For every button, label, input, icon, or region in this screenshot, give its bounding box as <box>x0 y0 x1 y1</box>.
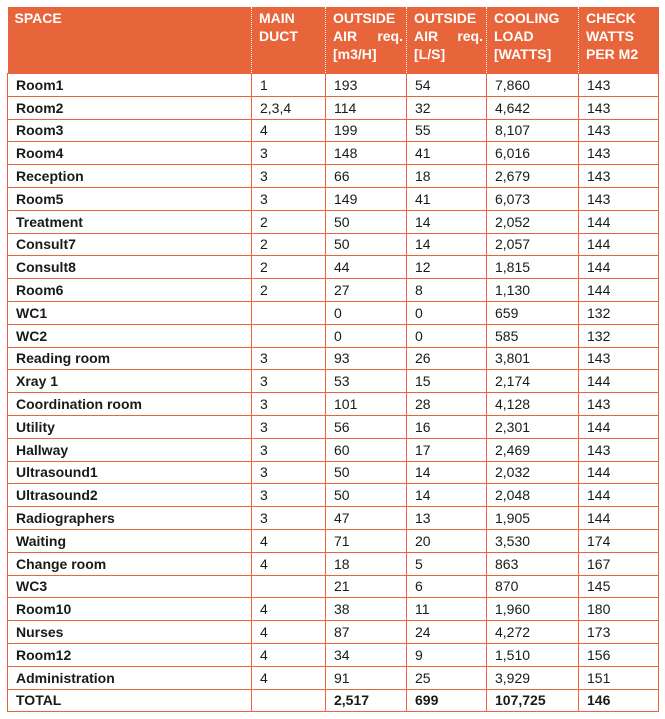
main-duct-cell: 2 <box>252 256 326 279</box>
space-cell: Room10 <box>8 598 252 621</box>
table-row <box>8 74 659 97</box>
table-row <box>8 165 659 188</box>
space-cell: Waiting <box>8 529 252 552</box>
table-row <box>8 279 659 302</box>
outside-air-m3h-cell: 21 <box>326 575 407 598</box>
cooling-load-cell: 870 <box>487 575 579 598</box>
watts-per-m2-cell: 180 <box>579 598 659 621</box>
header-space: SPACE <box>8 7 252 74</box>
outside-air-m3h-cell: 18 <box>326 552 407 575</box>
cooling-load-cell: 2,032 <box>487 461 579 484</box>
table-row <box>8 119 659 142</box>
watts-per-m2-cell: 167 <box>579 552 659 575</box>
cooling-load-cell: 4,272 <box>487 621 579 644</box>
main-duct-cell: 3 <box>252 393 326 416</box>
outside-air-m3h-cell: 93 <box>326 347 407 370</box>
table-body <box>8 74 659 712</box>
space-cell: Nurses <box>8 621 252 644</box>
outside-air-m3h-cell: 47 <box>326 507 407 530</box>
main-duct-cell: 4 <box>252 621 326 644</box>
outside-air-ls-cell: 15 <box>407 370 487 393</box>
space-cell: Room1 <box>8 74 252 97</box>
cooling-load-cell: 1,905 <box>487 507 579 530</box>
main-duct-cell: 2 <box>252 279 326 302</box>
table-row <box>8 484 659 507</box>
space-cell: Treatment <box>8 210 252 233</box>
outside-air-m3h-cell: 101 <box>326 393 407 416</box>
main-duct-cell: 4 <box>252 643 326 666</box>
outside-air-m3h-cell: 50 <box>326 210 407 233</box>
space-cell: Change room <box>8 552 252 575</box>
cooling-load-cell: 2,057 <box>487 233 579 256</box>
main-duct-cell: 2,3,4 <box>252 96 326 119</box>
cooling-load-cell: 1,510 <box>487 643 579 666</box>
cooling-load-cell: 6,073 <box>487 187 579 210</box>
space-cell: Room4 <box>8 142 252 165</box>
main-duct-cell: 3 <box>252 142 326 165</box>
total-cooling-load-cell: 107,725 <box>487 689 579 712</box>
table-row <box>8 529 659 552</box>
outside-air-m3h-cell: 149 <box>326 187 407 210</box>
cooling-load-cell: 863 <box>487 552 579 575</box>
table-row <box>8 666 659 689</box>
main-duct-cell: 4 <box>252 119 326 142</box>
outside-air-m3h-cell: 0 <box>326 301 407 324</box>
table-row <box>8 575 659 598</box>
main-duct-cell: 3 <box>252 347 326 370</box>
outside-air-ls-cell: 9 <box>407 643 487 666</box>
table-row <box>8 621 659 644</box>
total-outside-air-m3h-cell: 2,517 <box>326 689 407 712</box>
watts-per-m2-cell: 132 <box>579 324 659 347</box>
watts-per-m2-cell: 144 <box>579 210 659 233</box>
table-row <box>8 438 659 461</box>
outside-air-ls-cell: 14 <box>407 461 487 484</box>
space-cell: Room3 <box>8 119 252 142</box>
table-row <box>8 643 659 666</box>
table-row <box>8 598 659 621</box>
main-duct-cell: 2 <box>252 233 326 256</box>
watts-per-m2-cell: 144 <box>579 370 659 393</box>
table-row <box>8 256 659 279</box>
outside-air-m3h-cell: 53 <box>326 370 407 393</box>
watts-per-m2-cell: 174 <box>579 529 659 552</box>
outside-air-m3h-cell: 50 <box>326 233 407 256</box>
cooling-load-cell: 1,815 <box>487 256 579 279</box>
hvac-load-table <box>7 7 659 712</box>
total-row <box>8 689 659 712</box>
total-outside-air-ls-cell: 699 <box>407 689 487 712</box>
watts-per-m2-cell: 143 <box>579 393 659 416</box>
table-row <box>8 233 659 256</box>
space-cell: Administration <box>8 666 252 689</box>
watts-per-m2-cell: 143 <box>579 119 659 142</box>
space-cell: Xray 1 <box>8 370 252 393</box>
outside-air-m3h-cell: 148 <box>326 142 407 165</box>
outside-air-ls-cell: 8 <box>407 279 487 302</box>
outside-air-m3h-cell: 60 <box>326 438 407 461</box>
watts-per-m2-cell: 143 <box>579 165 659 188</box>
cooling-load-cell: 3,929 <box>487 666 579 689</box>
outside-air-ls-cell: 16 <box>407 415 487 438</box>
outside-air-m3h-cell: 38 <box>326 598 407 621</box>
outside-air-m3h-cell: 71 <box>326 529 407 552</box>
table-row <box>8 415 659 438</box>
space-cell: Consult7 <box>8 233 252 256</box>
watts-per-m2-cell: 143 <box>579 347 659 370</box>
space-cell: Consult8 <box>8 256 252 279</box>
space-cell: WC2 <box>8 324 252 347</box>
cooling-load-cell: 6,016 <box>487 142 579 165</box>
main-duct-cell <box>252 324 326 347</box>
table-row <box>8 324 659 347</box>
outside-air-m3h-cell: 34 <box>326 643 407 666</box>
outside-air-m3h-cell: 193 <box>326 74 407 97</box>
header-outside-air-m3h: OUTSIDE AIR req. [m3/H] <box>326 7 407 74</box>
main-duct-cell: 3 <box>252 484 326 507</box>
cooling-load-cell: 2,174 <box>487 370 579 393</box>
outside-air-ls-cell: 6 <box>407 575 487 598</box>
space-cell: Room2 <box>8 96 252 119</box>
space-cell: Ultrasound1 <box>8 461 252 484</box>
main-duct-cell: 4 <box>252 552 326 575</box>
main-duct-cell: 4 <box>252 666 326 689</box>
cooling-load-cell: 8,107 <box>487 119 579 142</box>
main-duct-cell <box>252 301 326 324</box>
outside-air-m3h-cell: 44 <box>326 256 407 279</box>
outside-air-ls-cell: 0 <box>407 324 487 347</box>
watts-per-m2-cell: 144 <box>579 279 659 302</box>
outside-air-m3h-cell: 199 <box>326 119 407 142</box>
watts-per-m2-cell: 143 <box>579 96 659 119</box>
main-duct-cell: 4 <box>252 529 326 552</box>
space-cell: Ultrasound2 <box>8 484 252 507</box>
cooling-load-cell: 2,301 <box>487 415 579 438</box>
outside-air-ls-cell: 20 <box>407 529 487 552</box>
watts-per-m2-cell: 144 <box>579 233 659 256</box>
space-cell: Utility <box>8 415 252 438</box>
watts-per-m2-cell: 156 <box>579 643 659 666</box>
outside-air-m3h-cell: 66 <box>326 165 407 188</box>
main-duct-cell <box>252 575 326 598</box>
table-row <box>8 461 659 484</box>
space-cell: WC3 <box>8 575 252 598</box>
cooling-load-cell: 4,128 <box>487 393 579 416</box>
space-cell: Radiographers <box>8 507 252 530</box>
main-duct-cell: 1 <box>252 74 326 97</box>
outside-air-ls-cell: 11 <box>407 598 487 621</box>
watts-per-m2-cell: 143 <box>579 74 659 97</box>
header-outside-air-ls: OUTSIDE AIR req. [L/S] <box>407 7 487 74</box>
watts-per-m2-cell: 144 <box>579 461 659 484</box>
main-duct-cell: 3 <box>252 165 326 188</box>
outside-air-m3h-cell: 114 <box>326 96 407 119</box>
outside-air-ls-cell: 5 <box>407 552 487 575</box>
table-row <box>8 301 659 324</box>
outside-air-ls-cell: 55 <box>407 119 487 142</box>
outside-air-ls-cell: 14 <box>407 484 487 507</box>
hvac-load-table-container <box>7 7 659 712</box>
main-duct-cell: 3 <box>252 370 326 393</box>
main-duct-cell: 3 <box>252 507 326 530</box>
table-row <box>8 96 659 119</box>
header-row <box>8 7 659 74</box>
cooling-load-cell: 3,530 <box>487 529 579 552</box>
outside-air-ls-cell: 12 <box>407 256 487 279</box>
outside-air-m3h-cell: 91 <box>326 666 407 689</box>
outside-air-m3h-cell: 50 <box>326 484 407 507</box>
outside-air-ls-cell: 54 <box>407 74 487 97</box>
space-cell: Coordination room <box>8 393 252 416</box>
space-cell: WC1 <box>8 301 252 324</box>
watts-per-m2-cell: 173 <box>579 621 659 644</box>
outside-air-m3h-cell: 50 <box>326 461 407 484</box>
outside-air-ls-cell: 41 <box>407 187 487 210</box>
total-watts-per-m2-cell: 146 <box>579 689 659 712</box>
outside-air-m3h-cell: 0 <box>326 324 407 347</box>
watts-per-m2-cell: 143 <box>579 142 659 165</box>
table-row <box>8 210 659 233</box>
table-row <box>8 552 659 575</box>
outside-air-m3h-cell: 56 <box>326 415 407 438</box>
watts-per-m2-cell: 144 <box>579 415 659 438</box>
cooling-load-cell: 2,679 <box>487 165 579 188</box>
cooling-load-cell: 2,052 <box>487 210 579 233</box>
total-main-duct-cell <box>252 689 326 712</box>
outside-air-ls-cell: 32 <box>407 96 487 119</box>
table-row <box>8 347 659 370</box>
outside-air-ls-cell: 26 <box>407 347 487 370</box>
cooling-load-cell: 585 <box>487 324 579 347</box>
watts-per-m2-cell: 145 <box>579 575 659 598</box>
main-duct-cell: 3 <box>252 187 326 210</box>
table-row <box>8 370 659 393</box>
cooling-load-cell: 7,860 <box>487 74 579 97</box>
main-duct-cell: 3 <box>252 438 326 461</box>
outside-air-ls-cell: 41 <box>407 142 487 165</box>
outside-air-ls-cell: 24 <box>407 621 487 644</box>
space-cell: Room5 <box>8 187 252 210</box>
outside-air-ls-cell: 13 <box>407 507 487 530</box>
outside-air-ls-cell: 25 <box>407 666 487 689</box>
cooling-load-cell: 1,130 <box>487 279 579 302</box>
cooling-load-cell: 2,469 <box>487 438 579 461</box>
watts-per-m2-cell: 143 <box>579 438 659 461</box>
outside-air-ls-cell: 14 <box>407 210 487 233</box>
table-row <box>8 393 659 416</box>
outside-air-ls-cell: 0 <box>407 301 487 324</box>
watts-per-m2-cell: 132 <box>579 301 659 324</box>
watts-per-m2-cell: 144 <box>579 484 659 507</box>
cooling-load-cell: 4,642 <box>487 96 579 119</box>
main-duct-cell: 4 <box>252 598 326 621</box>
header-cooling-load: COOLING LOAD [WATTS] <box>487 7 579 74</box>
outside-air-m3h-cell: 27 <box>326 279 407 302</box>
watts-per-m2-cell: 144 <box>579 507 659 530</box>
space-cell: Hallway <box>8 438 252 461</box>
outside-air-ls-cell: 14 <box>407 233 487 256</box>
cooling-load-cell: 2,048 <box>487 484 579 507</box>
table-row <box>8 142 659 165</box>
outside-air-ls-cell: 28 <box>407 393 487 416</box>
header-check-watts-per-m2: CHECK WATTS PER M2 <box>579 7 659 74</box>
space-cell: Room6 <box>8 279 252 302</box>
space-cell: Room12 <box>8 643 252 666</box>
outside-air-m3h-cell: 87 <box>326 621 407 644</box>
header-main-duct: MAIN DUCT <box>252 7 326 74</box>
main-duct-cell: 2 <box>252 210 326 233</box>
total-space-cell: TOTAL <box>8 689 252 712</box>
table-row <box>8 507 659 530</box>
cooling-load-cell: 659 <box>487 301 579 324</box>
main-duct-cell: 3 <box>252 415 326 438</box>
outside-air-ls-cell: 17 <box>407 438 487 461</box>
watts-per-m2-cell: 143 <box>579 187 659 210</box>
outside-air-ls-cell: 18 <box>407 165 487 188</box>
cooling-load-cell: 1,960 <box>487 598 579 621</box>
space-cell: Reading room <box>8 347 252 370</box>
cooling-load-cell: 3,801 <box>487 347 579 370</box>
space-cell: Reception <box>8 165 252 188</box>
watts-per-m2-cell: 144 <box>579 256 659 279</box>
table-row <box>8 187 659 210</box>
watts-per-m2-cell: 151 <box>579 666 659 689</box>
main-duct-cell: 3 <box>252 461 326 484</box>
